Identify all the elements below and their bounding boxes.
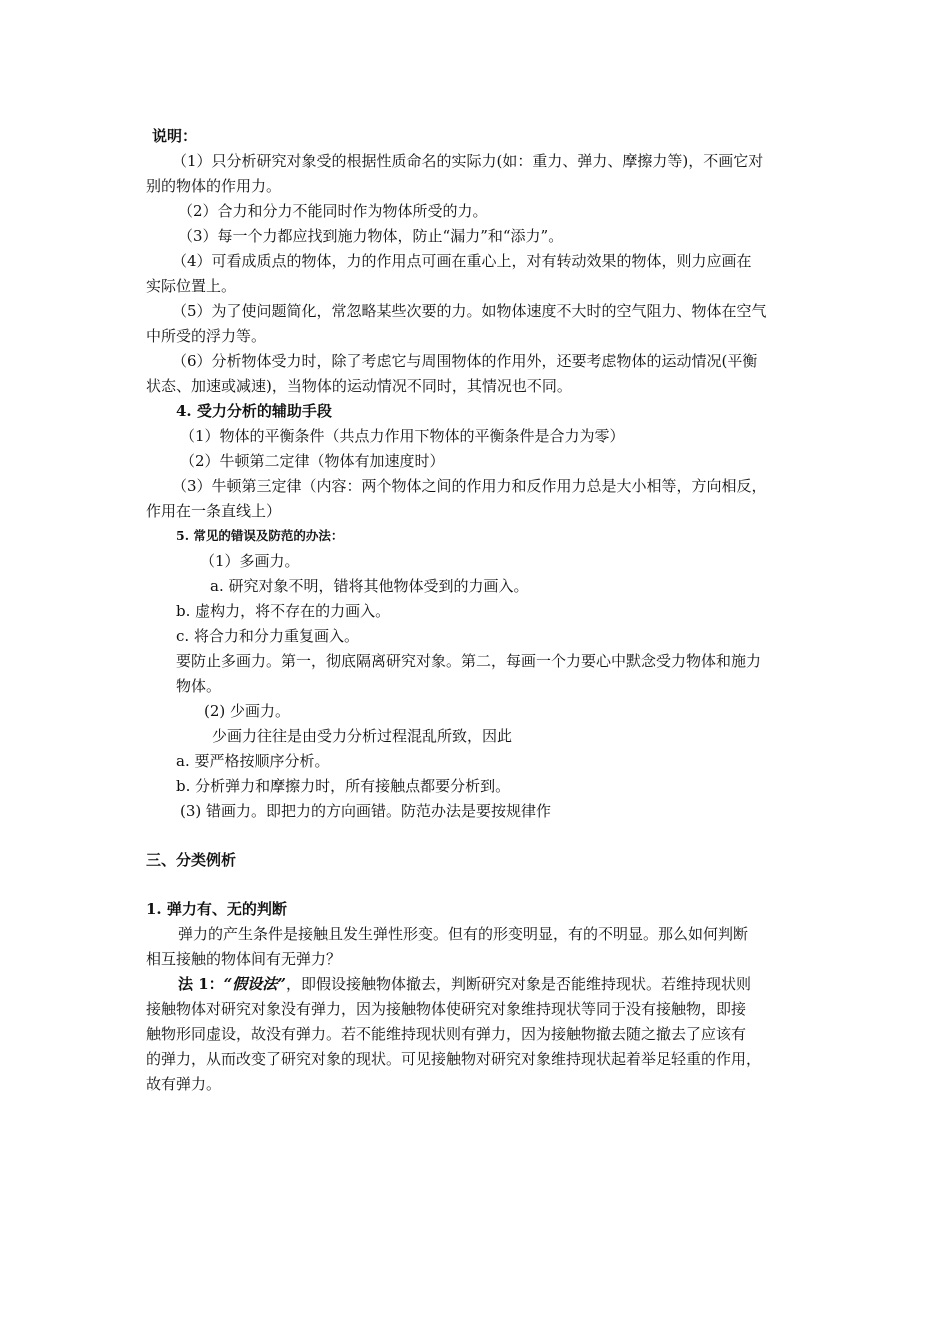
note-line: （3）每一个力都应找到施力物体，防止“漏力”和“添力”。	[178, 227, 564, 245]
method1-line: 的弹力，从而改变了研究对象的现状。可见接触物对研究对象维持现状起着举足轻重的作用，	[146, 1050, 762, 1068]
note-line: 中所受的浮力等。	[146, 327, 267, 345]
part3-heading: 三、分类例析	[146, 851, 237, 869]
section5-heading: 5. 常见的错误及防范的办法：	[176, 528, 344, 543]
section4-item: 作用在一条直线上）	[146, 502, 282, 520]
section5-item: c. 将合力和分力重复画入。	[176, 627, 359, 645]
section4-item: （1）物体的平衡条件（共点力作用下物体的平衡条件是合力为零）	[180, 427, 625, 445]
section5-item: (3) 错画力。即把力的方向画错。防范办法是要按规律作	[180, 802, 552, 820]
method1-line: 触物形同虚设，故没有弹力。若不能维持现状则有弹力，因为接触物撤去随之撤去了应该有	[146, 1025, 747, 1043]
intro-line: 弹力的产生条件是接触且发生弹性形变。但有的形变明显，有的不明显。那么如何判断	[178, 925, 749, 943]
method1-line: 接触物体对研究对象没有弹力，因为接触物体使研究对象维持现状等同于没有接触物，即接	[146, 1000, 747, 1018]
section5-item: (2) 少画力。	[204, 702, 291, 720]
section4-item: （3）牛顿第三定律（内容：两个物体之间的作用力和反作用力总是大小相等，方向相反，	[172, 477, 767, 495]
section5-item: 少画力往往是由受力分析过程混乱所致，因此	[212, 727, 513, 745]
section5-item: a. 要严格按顺序分析。	[176, 752, 330, 770]
section5-item: a. 研究对象不明，错将其他物体受到的力画入。	[210, 577, 529, 595]
method1-label: 法 1：	[178, 975, 224, 993]
section4-item: （2）牛顿第二定律（物体有加速度时）	[180, 452, 445, 470]
note-line: （6）分析物体受力时，除了考虑它与周围物体的作用外，还要考虑物体的运动情况(平衡	[172, 352, 758, 370]
part3-subheading: 1. 弹力有、无的判断	[146, 900, 287, 918]
section5-item: 物体。	[176, 677, 222, 695]
note-line: （1）只分析研究对象受的根据性质命名的实际力(如：重力、弹力、摩擦力等)，不画它对	[172, 152, 764, 170]
section5-item: b. 虚构力，将不存在的力画入。	[176, 602, 391, 620]
section5-item: （1）多画力。	[200, 552, 300, 570]
note-line: （2）合力和分力不能同时作为物体所受的力。	[178, 202, 488, 220]
intro-line: 相互接触的物体间有无弹力？	[146, 950, 342, 968]
section5-item: b. 分析弹力和摩擦力时，所有接触点都要分析到。	[176, 777, 511, 795]
method1-name: “假设法”	[223, 975, 286, 993]
section4-heading: 4. 受力分析的辅助手段	[176, 402, 332, 420]
note-line: （5）为了使问题简化，常忽略某些次要的力。如物体速度不大时的空气阻力、物体在空气	[172, 302, 767, 320]
note-line: 实际位置上。	[146, 277, 237, 295]
note-line: 别的物体的作用力。	[146, 177, 282, 195]
method1-line: 故有弹力。	[146, 1075, 222, 1093]
method1-line	[178, 974, 751, 994]
method1-text: ，即假设接触物体撤去，判断研究对象是否能维持现状。若维持现状则	[285, 975, 751, 993]
notes-heading: 说明：	[152, 127, 198, 145]
note-line: （4）可看成质点的物体，力的作用点可画在重心上，对有转动效果的物体，则力应画在	[172, 252, 752, 270]
note-line: 状态、加速或减速)，当物体的运动情况不同时，其情况也不同。	[146, 377, 572, 395]
section5-item: 要防止多画力。第一，彻底隔离研究对象。第二，每画一个力要心中默念受力物体和施力	[176, 652, 762, 670]
